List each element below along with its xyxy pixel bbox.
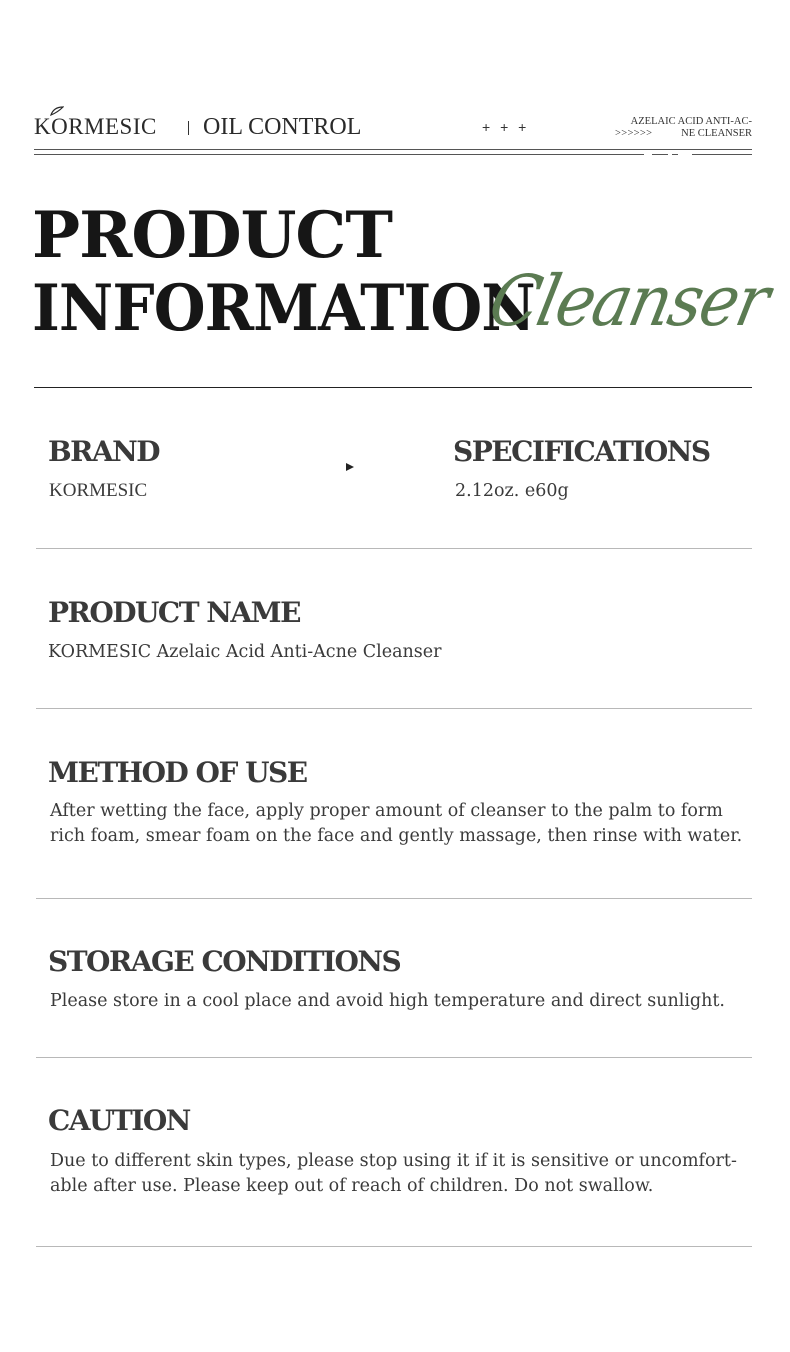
caution-line2: able after use. Please keep out of reach of children. Do not swallow.	[50, 1176, 654, 1196]
header-product-line1: AZELAIC ACID ANTI-AC-	[630, 116, 752, 127]
header-rule-top	[34, 149, 752, 150]
header-brand-logo	[34, 114, 157, 140]
section-divider	[36, 1246, 752, 1247]
header-product-line2-text: NE CLEANSER	[681, 128, 752, 139]
caution-label: CAUTION	[48, 1104, 190, 1137]
section-divider	[36, 898, 752, 899]
caution-line1: Due to different skin types, please stop using it if it is sensitive or uncomfort-	[50, 1151, 737, 1171]
method-of-use-line1: After wetting the face, apply proper amount of cleanser to the palm to form	[50, 801, 723, 821]
header-rule-dash	[672, 154, 678, 155]
brand-value: KORMESIC	[49, 480, 148, 501]
header-arrows: >>>>>>	[615, 128, 653, 139]
specifications-label: SPECIFICATIONS	[453, 435, 710, 468]
hero-title-line1: PRODUCT	[32, 198, 392, 273]
storage-conditions-line1: Please store in a cool place and avoid high temperature and direct sunlight.	[50, 991, 725, 1011]
section-divider	[36, 708, 752, 709]
storage-conditions-label: STORAGE CONDITIONS	[48, 945, 401, 978]
hero-divider	[34, 387, 752, 388]
method-of-use-line2: rich foam, smear foam on the face and gently massage, then rinse with water.	[50, 826, 743, 846]
brand-label: BRAND	[48, 435, 160, 468]
header-brand-text: KORMESIC	[34, 114, 157, 139]
play-triangle-icon	[346, 463, 354, 471]
section-divider	[36, 548, 752, 549]
leaf-icon	[50, 106, 64, 116]
specifications-value: 2.12oz. e60g	[455, 481, 569, 501]
hero-script-word: Cleanser	[482, 260, 776, 342]
header-product-line2	[615, 128, 752, 139]
method-of-use-label: METHOD OF USE	[48, 756, 307, 789]
header-decor: + + +	[482, 119, 530, 135]
header-separator	[188, 121, 189, 135]
section-divider	[36, 1057, 752, 1058]
product-name-label: PRODUCT NAME	[48, 596, 300, 629]
hero-title-line2: INFORMATION	[32, 271, 535, 346]
product-name-value: KORMESIC Azelaic Acid Anti-Acne Cleanser	[48, 642, 442, 662]
header-title: OIL CONTROL	[203, 114, 362, 140]
header-rule-dash	[652, 154, 668, 155]
